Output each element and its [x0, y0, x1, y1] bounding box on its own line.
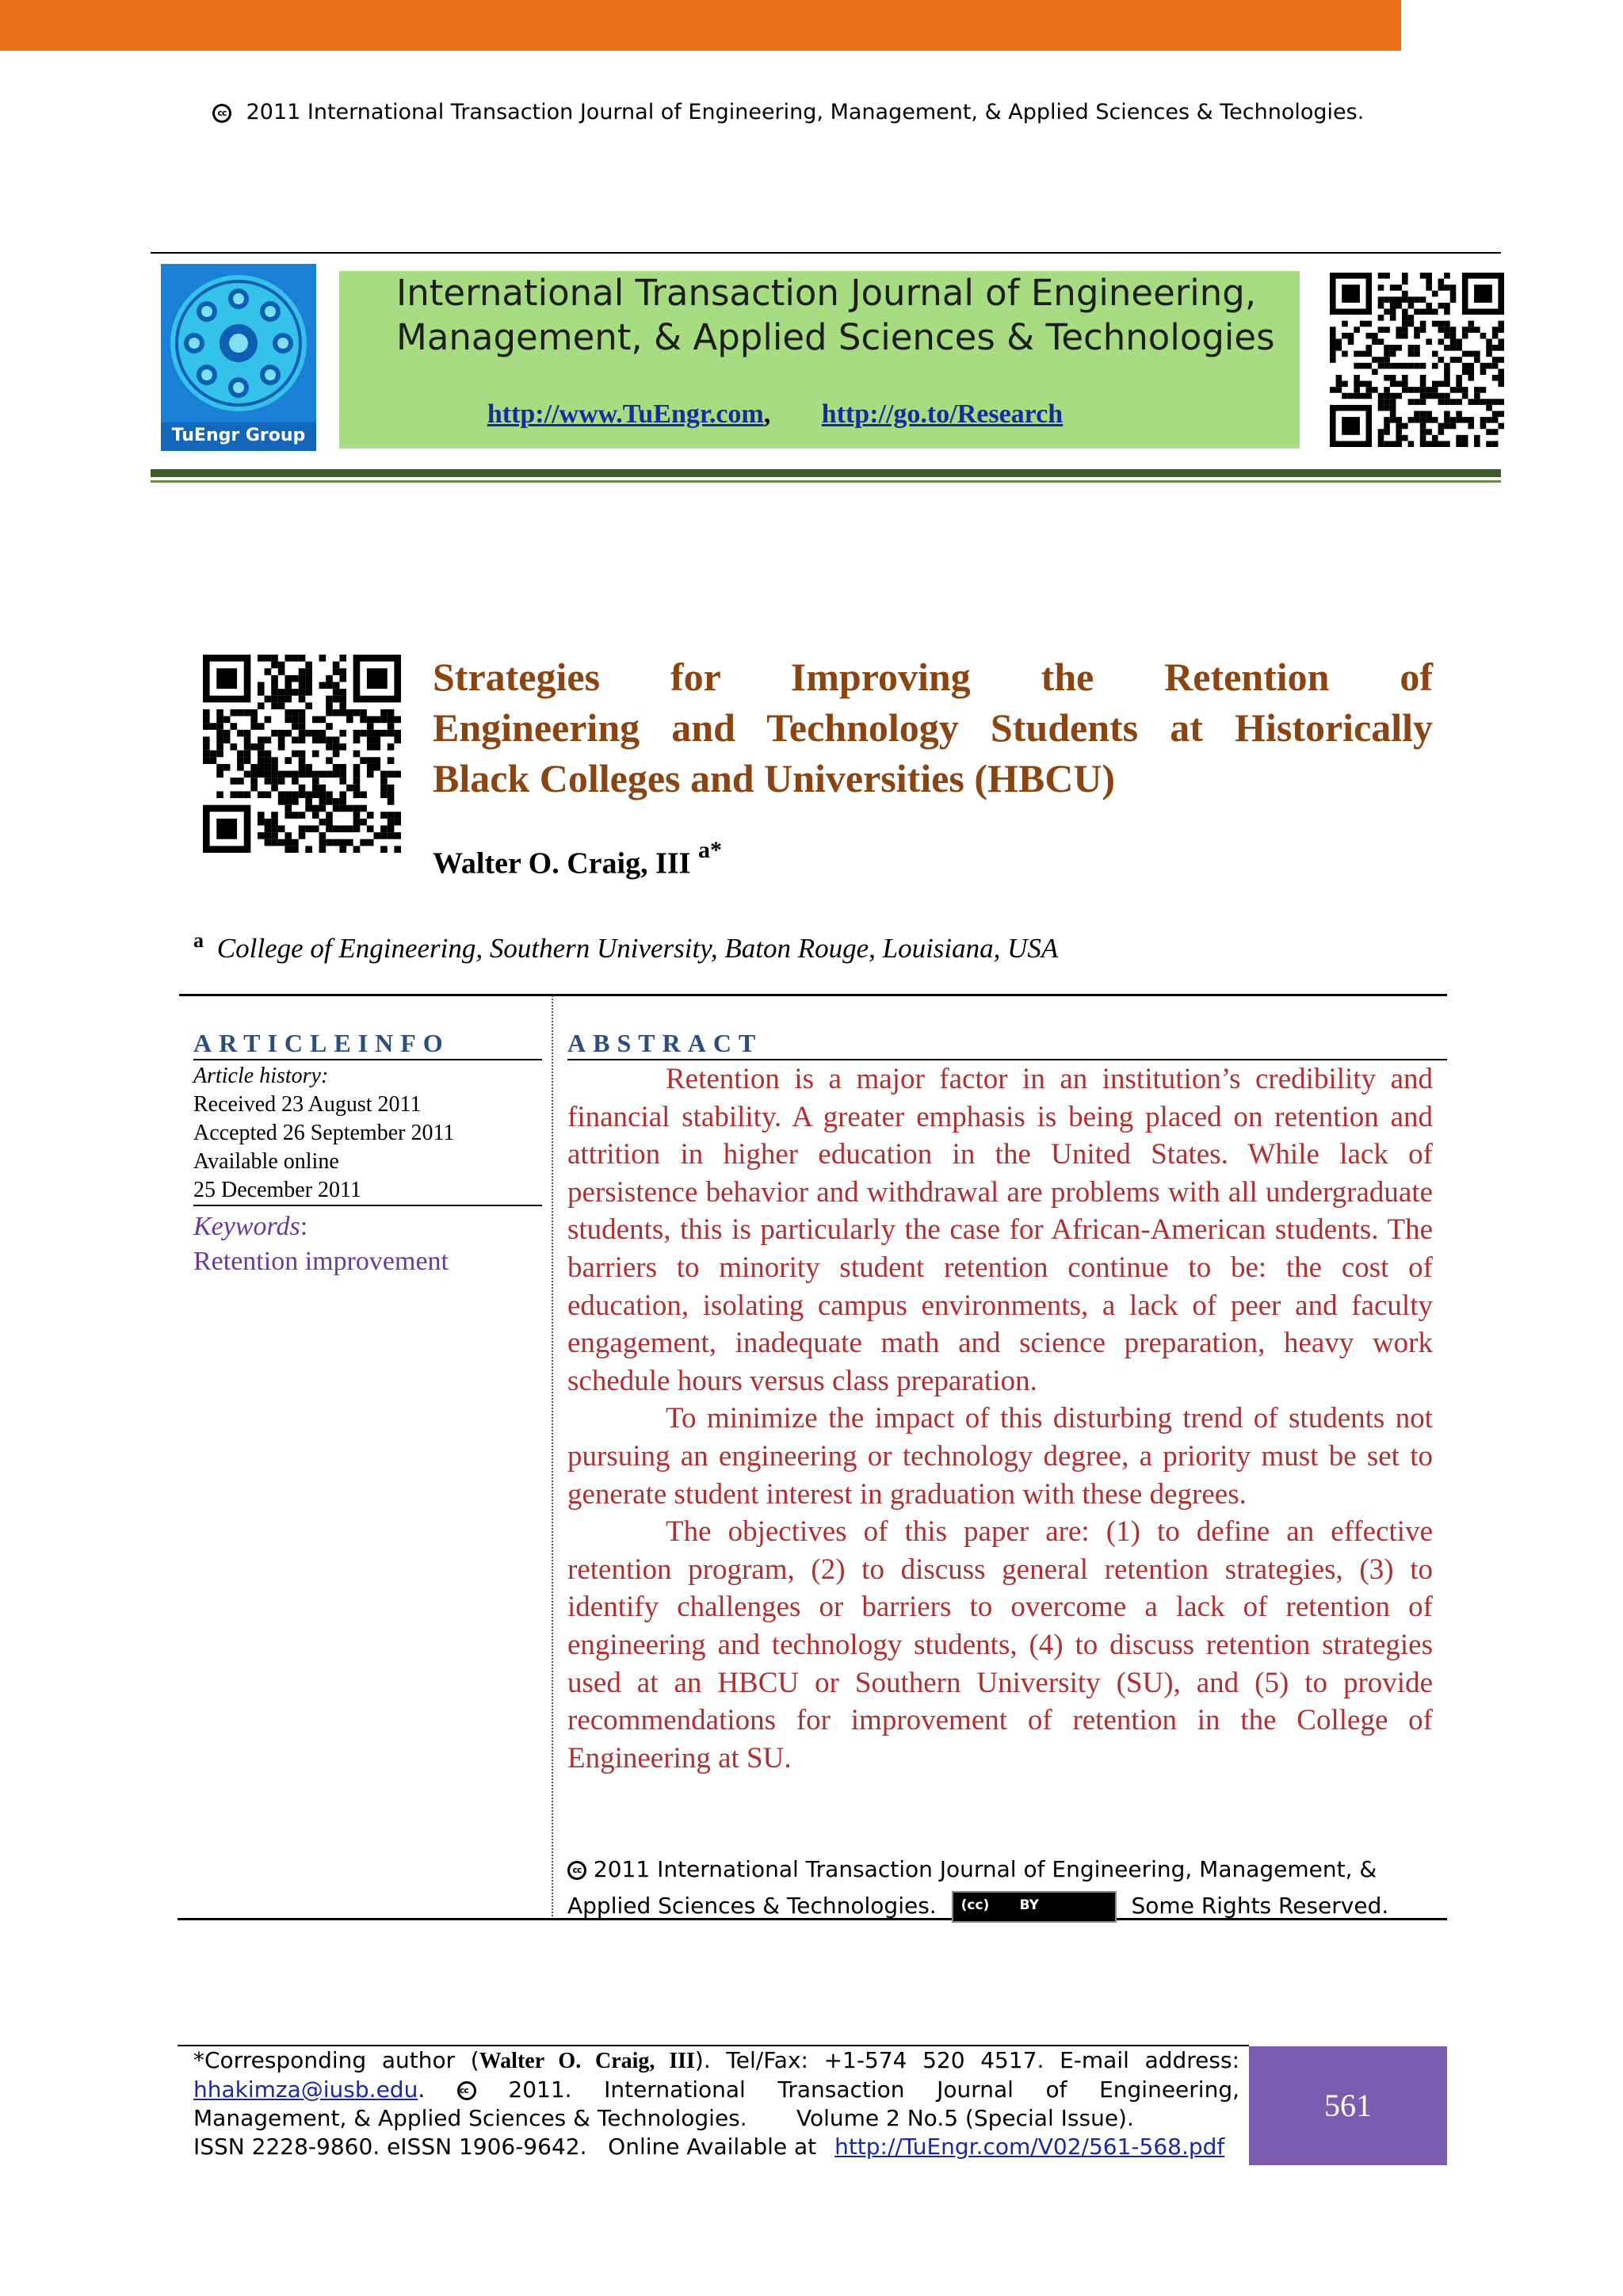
abstract-paragraph-3: The objectives of this paper are: (1) to define an effective retention program, (2) to discuss general retention strategies, (3) to identify challenges or barriers to overcome a lack of retention of engineering and technology students, (4) to discuss retention strategies used at an HBCU or Southern University (SU), and (5) to provide recommendations for improvement of retention in the College of Engineering at SU. [567, 1515, 1433, 1775]
affiliation-superscript: a [193, 929, 204, 952]
top-accent-bar [0, 0, 1401, 51]
header-copyright-text: 2011 International Transaction Journal of Engineering, Management, & Applied Sciences & Technologies. [246, 100, 1365, 124]
by-badge-label: BY [1019, 1897, 1039, 1913]
journal-banner [339, 271, 1300, 449]
author-superscript: a* [697, 837, 722, 863]
abstract-heading: ABSTRACT [567, 1029, 763, 1057]
abstract-copyright-line1: 2011 International Transaction Journal of Engineering, Management, & [593, 1856, 1377, 1882]
header-copyright [212, 100, 1364, 124]
link-separator: , [763, 399, 771, 429]
accepted-date: Accepted 26 September 2011 [193, 1121, 455, 1145]
paper-title-line2: Engineering and Technology Students at Historically [433, 705, 1433, 750]
cc-by-badge-icon[interactable] [952, 1891, 1117, 1923]
available-date: 25 December 2011 [193, 1178, 361, 1202]
journal-title-line2: Management, & Applied Sciences & Technologies [396, 316, 1275, 358]
journal-title [396, 271, 1292, 360]
creative-commons-icon: cc [212, 104, 231, 123]
paper-title [433, 651, 1433, 804]
footer-line4 [193, 2133, 1239, 2161]
keywords-block [193, 1209, 542, 1279]
logo-caption: TuEngr Group [171, 426, 306, 445]
footer-line1 [193, 2046, 1239, 2076]
journal-links [339, 399, 1211, 430]
abstract-copyright-line2: Applied Sciences & Technologies. [567, 1893, 937, 1919]
email-link[interactable]: hhakimza@iusb.edu [193, 2076, 418, 2103]
qr-code-icon [1330, 273, 1504, 447]
page-number: 561 [1249, 2046, 1447, 2165]
paper-title-line3: Black Colleges and Universities (HBCU) [433, 756, 1116, 800]
qr-code-icon [203, 655, 401, 853]
abstract-body [567, 1060, 1433, 1777]
author-line [433, 837, 722, 881]
footer-note [178, 2046, 1239, 2165]
available-label: Available online [193, 1149, 339, 1174]
corr-author-name: Walter O. Craig, III [479, 2049, 695, 2073]
abstract-paragraph-2: To minimize the impact of this disturbing trend of students not pursuing an engineering or technology degree, a priority must be set to generate student interest in graduation with these degrees. [567, 1402, 1433, 1511]
affiliation [193, 929, 1058, 965]
footer-line3: Management, & Applied Sciences & Technologies. Volume 2 No.5 (Special Issue). [193, 2105, 1134, 2131]
rights-text: Some Rights Reserved. [1131, 1893, 1389, 1919]
author-name: Walter O. Craig, III [433, 846, 691, 881]
history-label: Article history: [193, 1064, 329, 1088]
header-top-rule [151, 252, 1501, 254]
tuengr-link[interactable]: http://www.TuEngr.com [487, 399, 764, 429]
corr-prefix: *Corresponding author ( [193, 2047, 479, 2073]
research-link[interactable]: http://go.to/Research [821, 399, 1064, 429]
keywords-label: Keywords [193, 1212, 300, 1241]
abstract-copyright [567, 1851, 1433, 1924]
info-top-rule [179, 994, 1447, 996]
footer-line2: hhakimza@iusb.edu. cc 2011. International Transaction Journal of Engineering, [193, 2076, 1239, 2103]
corr-contact: ). Tel/Fax: +1-574 520 4517. E-mail address: [694, 2047, 1240, 2073]
info-heading-rule [193, 1059, 542, 1060]
paper-title-line1: Strategies for Improving the Retention of [433, 655, 1433, 699]
article-qr-code [203, 655, 401, 853]
footer-copyright: 2011. International Transaction Journal of Engineering, [508, 2076, 1239, 2103]
article-info-heading: ARTICLEINFO [193, 1029, 450, 1057]
journal-logo [161, 264, 316, 451]
article-info [193, 1062, 542, 1279]
pdf-link[interactable]: http://TuEngr.com/V02/561-568.pdf [834, 2134, 1225, 2160]
creative-commons-icon: cc [457, 2081, 476, 2100]
affiliation-text: College of Engineering, Southern University, Baton Rouge, Louisiana, USA [216, 932, 1059, 964]
keywords-colon: : [300, 1212, 308, 1241]
received-date: Received 23 August 2011 [193, 1092, 422, 1117]
wheel-logo-icon [161, 264, 316, 451]
column-divider [552, 995, 553, 1920]
journal-title-line1: International Transaction Journal of Engineering, [396, 272, 1257, 314]
header-bottom-rule-thin [151, 480, 1501, 483]
journal-qr-code [1330, 273, 1504, 447]
header-bottom-rule [151, 469, 1501, 477]
abstract-paragraph-1: Retention is a major factor in an institution’s credibility and financial stability. A greater emphasis is being placed on retention and attrition in higher education in the United States. While lack of persistence behavior and withdrawal are problems with all undergraduate students, this is particularly the case for African-American students. The barriers to minority student retention continue to be: the cost of education, isolating campus environments, a lack of peer and faculty engagement, inadequate math and science preparation, heavy work schedule hours versus class preparation. [567, 1063, 1433, 1397]
cc-badge-label: (cc) [960, 1897, 990, 1913]
creative-commons-icon: cc [567, 1861, 586, 1880]
issn-text: ISSN 2228-9860. eISSN 1906-9642. Online Available at [193, 2134, 817, 2160]
keyword-item: Retention improvement [193, 1247, 449, 1276]
